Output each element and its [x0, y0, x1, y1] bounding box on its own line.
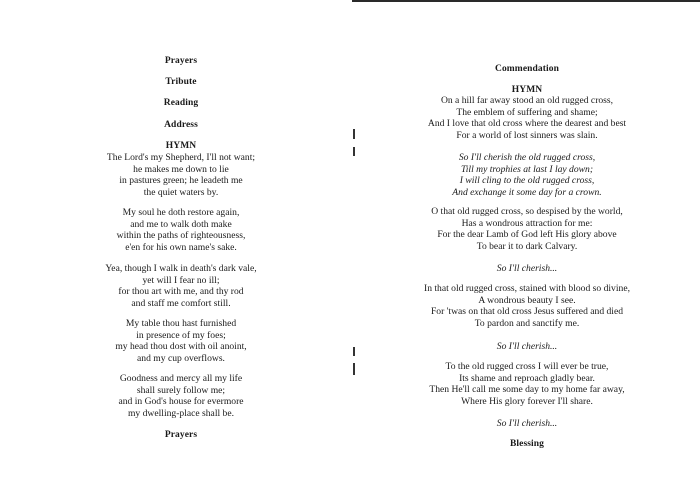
stanza-line: And I love that old cross where the dearest and best — [427, 118, 627, 130]
stanza-line: O that old rugged cross, so despised by the world, — [431, 206, 623, 217]
psalm-stanza-3 — [66, 263, 296, 309]
fold-mark-4 — [353, 363, 355, 375]
stanza-line: On a hill far away stood an old rugged cross, — [440, 95, 614, 106]
fold-mark-3 — [353, 347, 355, 356]
chorus-line: So I'll cherish the old rugged cross, — [458, 152, 596, 163]
stanza-line: Yea, though I walk in death's dark vale, — [105, 263, 257, 274]
stanza-line: within the paths of righteousness, — [116, 230, 246, 242]
stanza-line: For a world of lost sinners was slain. — [456, 129, 598, 141]
chorus-line: And exchange it some day for a crown. — [452, 186, 602, 198]
heading-tribute: Tribute — [165, 77, 197, 87]
stanza-line: A wondrous beauty I see. — [478, 294, 576, 306]
refrain-1: So I'll cherish... — [496, 263, 558, 274]
stanza-line: my head thou dost with oil anoint, — [115, 341, 247, 353]
stanza-line: For the dear Lamb of God left His glory above — [437, 229, 617, 241]
stanza-line: my dwelling-place shall be. — [127, 407, 235, 419]
stanza-line: Then He'll call me some day to my home far away, — [429, 384, 625, 396]
stanza-line: the quiet waters by. — [143, 186, 219, 198]
stanza-line: Has a wondrous attraction for me: — [461, 217, 593, 229]
stanza-line: To bear it to dark Calvary. — [476, 240, 578, 252]
stanza-line: shall surely follow me; — [136, 384, 226, 396]
hymn-title: HYMN — [165, 141, 197, 151]
hymn-title: HYMN — [511, 85, 543, 95]
fold-mark-1 — [353, 129, 355, 139]
stanza-line: he makes me down to lie — [133, 163, 229, 175]
heading-closing-prayers: Prayers — [164, 430, 198, 440]
hymn-stanza-3 — [392, 283, 662, 329]
hymn-stanza-4 — [392, 361, 662, 407]
stanza-line: and in God's house for evermore — [118, 396, 244, 408]
stanza-line: In that old rugged cross, stained with blood so divine, — [424, 283, 630, 294]
stanza-line: and my cup overflows. — [137, 352, 225, 364]
stanza-line: e'en for his own name's sake. — [125, 241, 237, 253]
stanza-line: Its shame and reproach gladly bear. — [459, 372, 595, 384]
refrain-3: So I'll cherish... — [496, 418, 558, 429]
stanza-line: To pardon and sanctify me. — [474, 317, 580, 329]
stanza-line: and me to walk doth make — [130, 218, 232, 230]
stanza-line: in pastures green; he leadeth me — [119, 175, 243, 187]
stanza-line: Goodness and mercy all my life — [119, 373, 243, 384]
psalm-stanza-1 — [66, 152, 296, 198]
chorus-line: Till my trophies at last I lay down; — [460, 163, 594, 175]
psalm-stanza-5 — [66, 373, 296, 419]
heading-blessing: Blessing — [509, 439, 545, 449]
stanza-line: The emblem of suffering and shame; — [456, 106, 598, 118]
heading-address: Address — [164, 120, 198, 130]
stanza-line: To the old rugged cross I will ever be true, — [445, 361, 609, 372]
chorus-line: I will cling to the old rugged cross, — [459, 175, 595, 187]
heading-prayers: Prayers — [164, 56, 198, 66]
page-top-edge — [352, 0, 700, 2]
psalm-stanza-2 — [66, 207, 296, 253]
stanza-line: in presence of my foes; — [136, 329, 226, 341]
hymn-stanza-2 — [392, 206, 662, 252]
hymn-stanza-1 — [392, 95, 662, 141]
stanza-line: My table thou hast furnished — [125, 318, 237, 329]
stanza-line: Where His glory forever I'll share. — [461, 395, 593, 407]
fold-mark-2 — [353, 147, 355, 156]
stanza-line: The Lord's my Shepherd, I'll not want; — [106, 152, 256, 163]
stanza-line: and staff me comfort still. — [131, 297, 231, 309]
psalm-stanza-4 — [66, 318, 296, 364]
stanza-line: For 'twas on that old cross Jesus suffered and died — [430, 306, 624, 318]
heading-reading: Reading — [163, 98, 199, 108]
hymn-chorus — [392, 152, 662, 198]
stanza-line: My soul he doth restore again, — [122, 207, 240, 218]
refrain-2: So I'll cherish... — [496, 341, 558, 352]
stanza-line: for thou art with me, and thy rod — [118, 286, 244, 298]
stanza-line: yet will I fear no ill; — [142, 274, 220, 286]
heading-commendation: Commendation — [494, 64, 559, 74]
